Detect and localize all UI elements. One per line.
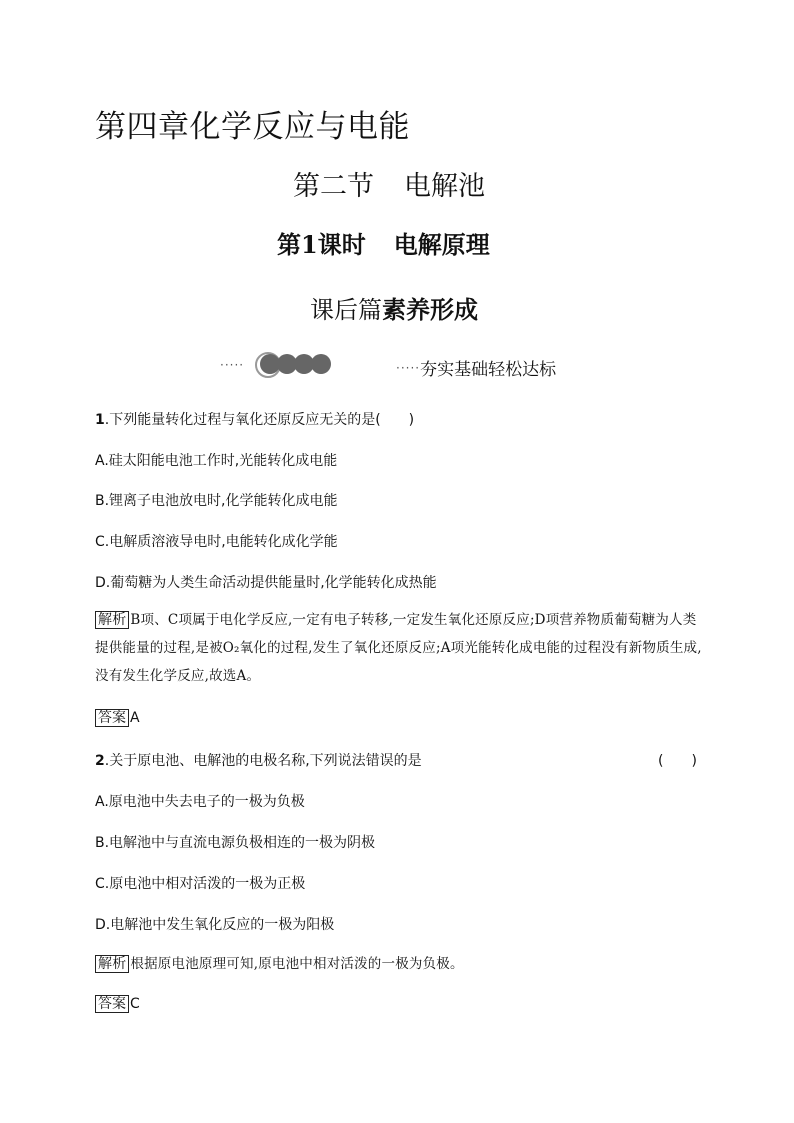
analysis-tag: 解析 [95,955,129,973]
banner-title-text: 夯实基础轻松达标 [420,360,557,380]
analysis-tag: 解析 [95,611,129,629]
question-2-option-c: C.原电池中相对活泼的一极为正极 [95,876,306,892]
answer-tag: 答案 [95,995,129,1013]
question-1-option-a: A.硅太阳能电池工作时,光能转化成电能 [95,453,338,469]
question-1-option-d: D.葡萄糖为人类生命活动提供能量时,化学能转化成热能 [95,575,437,591]
answer-value: C [130,996,140,1012]
question-2-option-b: B.电解池中与直流电源负极相连的一极为阴极 [95,835,376,851]
question-2-option-d: D.电解池中发生氧化反应的一极为阳极 [95,917,335,933]
question-1-analysis [95,606,705,690]
question-1-stem [95,409,414,429]
analysis-text: B项、C项属于电化学反应,一定有电子转移,一定发生氧化还原反应;D项营养物质葡萄糖为人类提供能量的过程,是被O₂氧化的过程,发生了氧化还原反应;A项光能转化成电能的过程没有新物质生成,没有发生化学反应,故选A。 [95,612,702,684]
question-2-option-a: A.原电池中失去电子的一极为负极 [95,794,305,810]
chapter-title: 第四章化学反应与电能 [95,109,410,145]
question-1-option-b: B.锂离子电池放电时,化学能转化成电能 [95,493,338,509]
lesson-label: 第1课时 [277,230,366,259]
question-number: 1 [95,412,105,428]
banner-circle-icon [311,354,331,374]
question-2-stem [95,750,422,770]
question-2-answer [95,995,140,1013]
answer-tag: 答案 [95,709,129,727]
answer-value: A [130,710,140,726]
section-label: 第二节 [293,171,374,202]
section-name: 电解池 [404,171,485,202]
after-class-prefix: 课后篇 [310,296,382,324]
section-title [293,164,485,203]
question-number: 2 [95,753,105,769]
question-text: .下列能量转化过程与氧化还原反应无关的是( ) [104,412,415,428]
question-text: .关于原电池、电解池的电极名称,下列说法错误的是 [104,753,422,769]
question-2-answer-blank: ( ) [658,753,697,769]
banner-right-dots: ····· [396,361,421,375]
question-1-answer [95,709,140,727]
lesson-name: 电解原理 [393,230,490,259]
banner-title [396,355,556,380]
after-class-bold: 素养形成 [382,296,478,324]
banner-left-dots: ····· [220,358,245,372]
question-2-analysis [95,950,705,978]
banner-decoration [220,352,335,378]
lesson-title [277,225,490,260]
question-1-option-c: C.电解质溶液导电时,电能转化成化学能 [95,534,338,550]
after-class-heading [310,290,478,325]
analysis-text: 根据原电池原理可知,原电池中相对活泼的一极为负极。 [130,956,464,972]
